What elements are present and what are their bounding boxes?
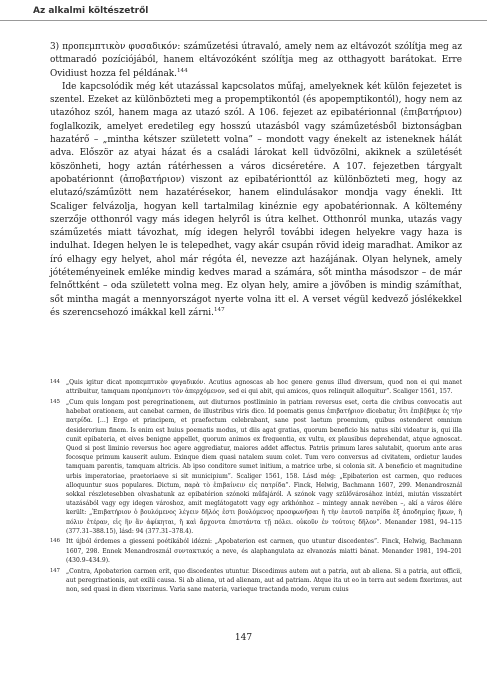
footnote-number: 145	[50, 398, 60, 405]
footnote-text: „Quis igitur dicat προπεμπτικὸν φυγαδικόν. Acutius agnoscas ab hoc genere genus illud diversum, quod non ei qui manet attribuitur, tamquam προπέμποντι τὸν ἀπερχόμενον, sed ei qui abit, qui amicos, quos relinquit alloquitur”. Scaliger 1561, 157.	[66, 379, 462, 396]
running-head: Az alkalmi költészetről	[33, 6, 149, 16]
footnote	[50, 567, 462, 595]
footnote	[50, 537, 462, 565]
footnote-text: Itt újból érdemes a giesseni poétikából idézni: „Apobaterion est carmen, quo utuntur discedentes”. Finck, Helwig, Bachmann 1607, 298. Ennek Menandrosznál συντακτικός a neve, és alaphangulata az elvanozás miatti bánat. Menander 1981, 194–201 (430.9–434.9).	[66, 538, 462, 564]
body-paragraph	[50, 81, 462, 320]
footnote-ref: 144	[176, 67, 188, 74]
footnote-text: „Contra, Apobaterion carmen erit, quo discedentes utuntur. Discedimus autem aut a patria, aut ab aliena. Si a patria, aut officii, aut peregrinationis, aut exilii causa. Si ab aliena, ut ad alienam, aut ad patriam. Atque ita ut eo in terra aut sedem fixerimus, aut non, sed quasi in diem vixerimus. Varia sane materia, varieque tractanda modo, verum cuius	[66, 567, 462, 593]
body-paragraph-text: 3) προπεμπτικὸν φυσαδικόν: száműzetési útravaló, amely nem az eltávozót szólítja meg az ottmaradó pozíciójából, hanem eltávozóként szólítja meg az otthagyott barátokat. Erre Ovidiust hozza fel példának.	[50, 42, 462, 79]
footnote	[50, 398, 462, 536]
header-rule	[0, 20, 487, 21]
main-text	[50, 41, 462, 320]
footnote-ref: 147	[213, 306, 225, 313]
footnotes	[50, 378, 462, 596]
footnote	[50, 378, 462, 396]
footnote-number: 144	[50, 379, 60, 385]
footnote-number: 147	[50, 567, 60, 574]
footnote-text: „Cum quis longam post peregrinationem, aut diuturnos postliminio in patriam reversus eset, certa die civibus convocatis aut habebat orationem, aut canebat carmen, de illustribus viris dico. Id poematis genus ἐπιβατήριον dicebatur, ὅτι ἐπιβέβηκε ἐς τὴν πατρίδα. […] Ergo et principem, et praefectum celebrabant, sane post laetum proemium, quibus ostenderet omnium desiderorium finem. Is enim est huius poematis modus, ut diis agat gratias, quorum beneficio his natus sibi videatur is, qui illa cunit epibateria, et eives benigne appellet, quorum animos ex frequentia, ex vultu, ex plausibus deprehendat, atque agnoscat. Quod si post liminio reversus hoc agere aggrediatur, maiores addet affectus. Patriis primum lares salutabit, quorum ante aras focosque primum kauserit aulum. Exinque diem quasi natalem suum colet. Tum vero conversus ad civitatem, ordietur laudes tamquam parentis, tamquam altricis. Ab ipso conditore sumet initium, a matrice urbe, si colonia sit. A beneficio et magnitudine urbis imperatoriae, praetoriaeve si sit municipium”. Scaliger 1561, 158. Lásd még: „Epibaterion est carmen, quo reduces alloquuntur suos populares. Dictum, παρὰ τὸ ἐπιβαίνειν εἰς πατρίδα”. Finck, Helwig, Bachmann 1607, 299. Menandrosznál sokkal részletesebben olvashatunk az epibatérion szónoki műfajáról. A szónok vagy szülővárosához intézi, miután visszatért utazásából vagy egy idegen városhoz, amit meglátogatott vagy egy arkhónhoz – mintegy annak nevében –, akí a város élére került: „Ἐπιβατήριον ὁ βουλόμενος λέγειν δῆλός ἐστι βουλόμενος προσφωνῆσαι ἢ τὴν ἑαυτοῦ πατρίδα ἐξ ἀποδημίας ἥκων, ἢ πόλιν ἑτέραν, εἰς ἣν ἂν ἀφίκηται, ἢ καὶ ἄρχοντα ἐπιστάντα τῇ πόλει. οὐκοῦν ἐν τούτοις δῆλον”. Menander 1981, 94–115 (377.31–388.15), lásd: 94 (377.31–378.4).	[66, 398, 462, 535]
page-number: 147	[234, 633, 253, 643]
footnote-number: 146	[50, 538, 60, 545]
body-paragraph	[50, 41, 462, 81]
body-paragraph-text: Ide kapcsolódik még két utazással kapcsolatos műfaj, amelyeknek két külön fejezetet is szentel. Ezeket az különbözteti meg a propemptikontól (és apopemptikontól), hogy nem az utazóhoz szól, hanem maga az utazó szól. A 106. fejezet az epibatérionnal (ἐπιβατήριον) foglalkozik, amelyet eredetileg egy hosszú utazásból vagy száműzetésből biztonságban hazatérő – „mintha kétszer született volna” – mondott vagy énekelt az isteneknek hálát adva. Először az atyai házat és a családi lárokat kell üdvözölni, akiknek a születését köszönheti, hogy aztán rátérhessen a város dicséretére. A 107. fejezetben tárgyalt apobatérionnt (ἀποβατήριον) viszont az epibatérionttól az különbözteti meg, hogy az elutazó/száműzött nem hazatérésekor, hanem elindulásakor mondja vagy énekli. Itt Scaliger felvázolja, hogyan kell tartalmilag kinéznie egy apobatérionnak. A költemény szerzője otthonról vagy más idegen helyről is útra kelhet. Otthonról munka, utazás vagy száműzetés miatt távozhat, míg idegen helyről további idegen helyekre vagy haza is indulhat. Idegen helyen le is telepedhet, vagy akár csupán rövid ideig maradhat. Amikor az író elhagy egy helyet, ahol már régóta él, nevezze azt hazájának. Olyan helynek, amely jótéteményeinek emléke mindig kedves marad a számára, sőt mintha másodszor – de már felnőttként – oda született volna meg. Ez olyan hely, amire a jövőben is mindig számíthat, sőt mintha magát a mennyországot nyerte volna itt el. A verset végül kedvező jóslékekkel és szerencsehozó imákkal kell zárni.	[50, 81, 462, 318]
